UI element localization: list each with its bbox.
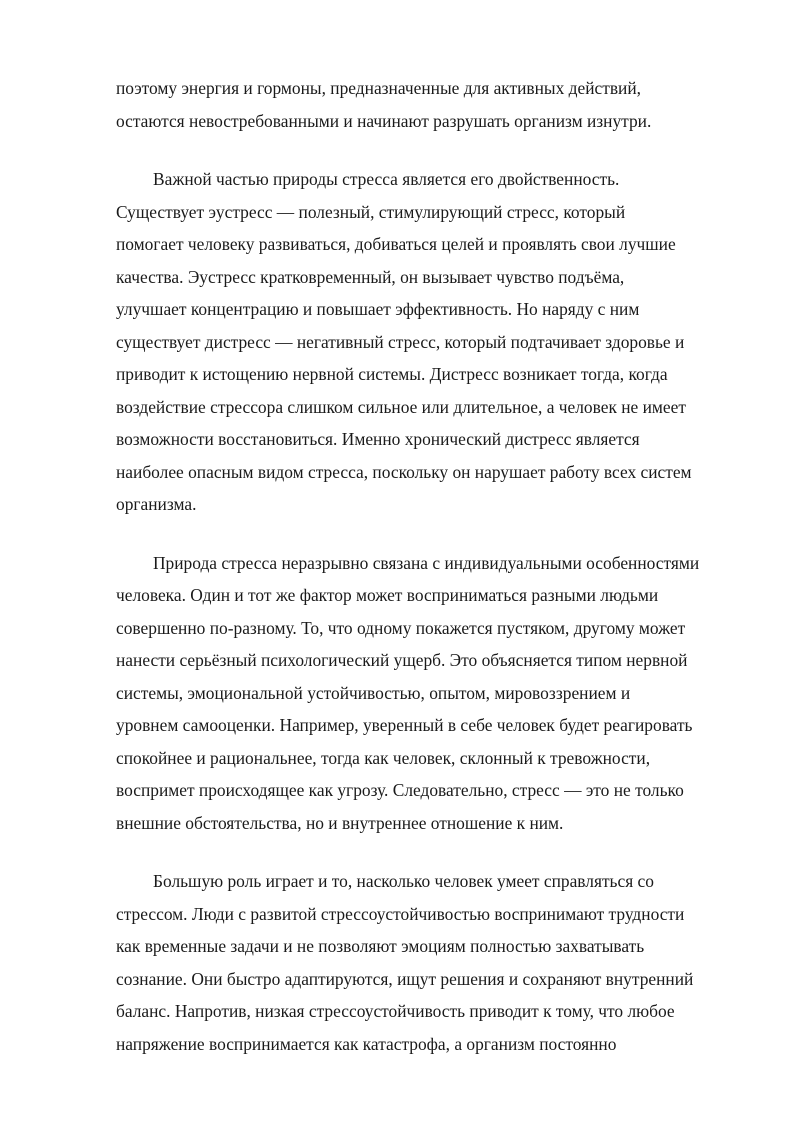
text-line: воспримет происходящее как угрозу. Следовательно, стресс — это не только [116,780,684,800]
text-line: организма. [116,494,197,514]
text-line: Важной частью природы стресса является его двойственность. [153,169,620,189]
text-line: Существует эустресс — полезный, стимулирующий стресс, который [116,201,626,222]
text-line: системы, эмоциональной устойчивостью, опытом, мировоззрением и [116,682,631,703]
text-line: нанести серьёзный психологический ущерб. Это объясняется типом нервной [116,650,688,670]
text-line: спокойнее и рациональнее, тогда как человек, склонный к тревожности, [116,747,651,768]
text-line: совершенно по-разному. То, что одному покажется пустяком, другому может [116,617,686,638]
text-line: улучшает концентрацию и повышает эффективность. Но наряду с ним [116,299,640,319]
text-line: воздействие стрессора слишком сильное или длительное, а человек не имеет [116,396,686,417]
text-line: возможности восстановиться. Именно хронический дистресс является [116,429,640,449]
text-line: сознание. Они быстро адаптируются, ищут решения и сохраняют внутренний [116,968,694,989]
text-line: приводит к истощению нервной системы. Дистресс возникает тогда, когда [116,364,668,384]
text-line: наиболее опасным видом стресса, поскольку он нарушает работу всех систем [116,461,692,482]
paragraph-2 [116,163,746,521]
text-line: внешние обстоятельства, но и внутреннее отношение к ним. [116,812,564,833]
paragraph-4 [116,865,746,1060]
text-line: человека. Один и тот же фактор может восприниматься разными людьми [116,585,659,605]
text-line: стрессом. Люди с развитой стрессоустойчивостью воспринимают трудности [116,903,685,924]
text-line: как временные задачи и не позволяют эмоциям полностью захватывать [116,936,645,956]
text-line: поэтому энергия и гормоны, предназначенные для активных действий, [116,78,642,98]
text-line: Большую роль играет и то, насколько человек умеет справляться со [153,871,654,891]
text-line: качества. Эустресс кратковременный, он вызывает чувство подъёма, [116,266,625,287]
text-line: уровнем самооценки. Например, уверенный в себе человек будет реагировать [116,715,693,735]
text-line: существует дистресс — негативный стресс, который подтачивает здоровье и [116,331,685,352]
paragraph-3 [116,547,746,840]
text-line: помогает человеку развиваться, добиваться целей и проявлять свои лучшие [116,234,676,254]
text-line: Природа стресса неразрывно связана с индивидуальными особенностями [153,552,700,573]
text-line: напряжение воспринимается как катастрофа, а организм постоянно [116,1033,617,1054]
paragraph-1 [116,72,746,137]
text-line: остаются невостребованными и начинают разрушать организм изнутри. [116,110,652,131]
document-body [116,72,746,1086]
text-line: баланс. Напротив, низкая стрессоустойчивость приводит к тому, что любое [116,1001,675,1021]
